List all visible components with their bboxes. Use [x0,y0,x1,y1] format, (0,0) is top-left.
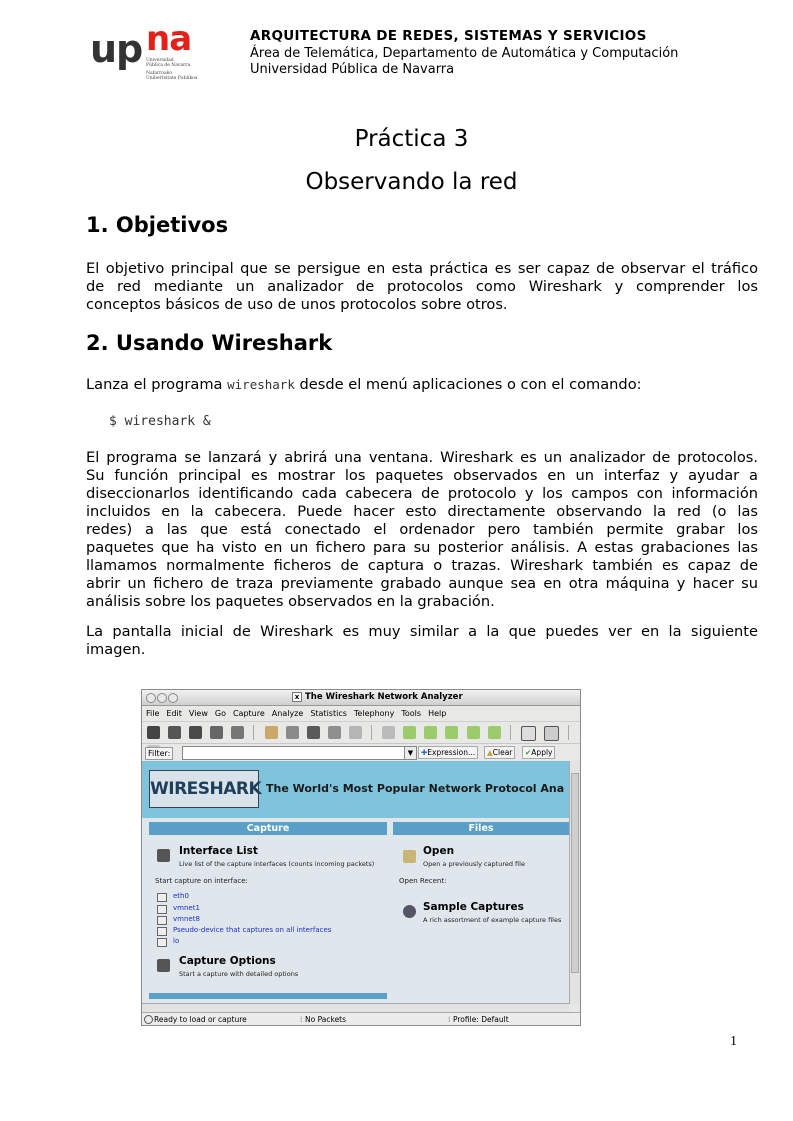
start-icon [189,726,202,739]
interface-icon [157,938,167,947]
toolbar-separator [253,725,254,740]
command-line: $ wireshark & [109,414,211,429]
toolbar-separator [568,725,569,740]
interface-list-desc: Live list of the capture interfaces (counts incoming packets) [179,860,375,868]
logo-small-line: Nafarroako [146,71,173,76]
header-university: Universidad Pública de Navarra [250,62,455,77]
window-titlebar [142,690,580,706]
reload-icon [328,726,341,739]
document-title: Práctica 3 [354,126,469,152]
logo-main-text: up [90,27,143,71]
interface-link: lo [173,937,180,945]
scrollbar-thumb [571,773,579,973]
status-profile: Profile: Default [453,1015,509,1024]
clear-button [484,746,515,759]
paragraph-line: imagen. [86,641,146,658]
paragraph-line: Su función principal es mostrar los paquetes observados en un interfaz y ayudar a [86,467,758,484]
paragraph-line: análisis sobre los paquetes observados en la grabación. [86,593,495,610]
status-ready: Ready to load or capture [154,1015,247,1024]
start-capture-label: Start capture on interface: [155,877,248,885]
capture-panel-header: Capture [149,822,387,835]
university-logo [90,19,210,84]
intro-text: desde el menú aplicaciones o con el comando: [294,376,642,393]
interface-icon [157,893,167,902]
last-packet-icon [488,726,501,739]
paragraph-line: de red mediante un analizador de protocolos como Wireshark y comprender los [86,278,758,295]
menu-tools: Tools [401,709,422,718]
open-folder-icon [403,850,416,863]
interface-link: eth0 [173,892,189,900]
inline-code: wireshark [227,377,295,392]
colorize-icon [521,726,536,741]
filter-button: Filter: [145,747,173,760]
sample-captures-desc: A rich assortment of example capture files [423,916,562,924]
paragraph-line: incluidos en la cabecera. Puede hacer esto directamente observando la red (o las [86,503,758,520]
welcome-page [142,761,569,1004]
paragraph-line: diseccionarlos identificando cada cabecera de protocolo y los campos con información [86,485,758,502]
goto-icon [445,726,458,739]
capture-options-icon [157,959,170,972]
banner-tagline: The World's Most Popular Network Protocol Ana [266,782,565,795]
menu-bar [142,706,580,722]
find-icon [382,726,395,739]
header-department: Área de Telemática, Departamento de Automática y Computación [250,46,679,61]
sample-captures-title: Sample Captures [423,901,524,913]
welcome-banner [142,761,569,818]
checkmark-icon: ✔ [525,748,532,757]
paragraph-line: paquetes que ha visto en un fichero para su posterior análisis. A estas grabaciones las [86,539,758,556]
header-title: ARQUITECTURA DE REDES, SISTEMAS Y SERVICIOS [250,28,647,44]
first-packet-icon [467,726,480,739]
section-heading: 1. Objetivos [86,213,229,237]
menu-analyze: Analyze [271,709,304,718]
interface-link: Pseudo-device that captures on all interfaces [173,926,332,934]
globe-icon [403,905,416,918]
open-folder-icon [265,726,278,739]
back-icon [403,726,416,739]
interface-link: vmnet1 [173,904,200,912]
save-icon [286,726,299,739]
wireshark-logo: WIRESHARK [149,770,259,808]
interface-icon [157,916,167,925]
interface-icon [157,927,167,936]
status-divider: ⁞ [448,1015,451,1024]
description-paragraph [86,449,758,611]
capture-options-desc: Start a capture with detailed options [179,970,299,978]
paragraph-line: El objetivo principal que se persigue en esta práctica es ser capaz de observar el tráfico [86,260,758,277]
paragraph-line: redes) a las que está conectado el ordenador pero también permite grabar los [86,521,758,538]
expression-label: Expression... [427,748,476,757]
interface-link: vmnet8 [173,915,200,923]
status-divider: ⁞ [300,1015,303,1024]
capture-options-title: Capture Options [179,955,276,967]
close-icon [307,726,320,739]
paragraph-line: llamamos normalmente ficheros de captura o trazas. Wireshark también es capaz de [86,557,758,574]
status-indicator-icon [144,1015,153,1024]
menu-go: Go [214,709,226,718]
paragraph-line: conceptos básicos de uso de unos protocolos sobre otros. [86,296,508,313]
filter-input [182,746,406,760]
menu-statistics: Statistics [310,709,347,718]
toolbar-separator [371,725,372,740]
clear-label: Clear [492,748,513,757]
window-controls [146,693,179,703]
status-bar [142,1012,580,1026]
interfaces-icon [147,726,160,739]
main-toolbar [142,722,580,744]
forward-icon [424,726,437,739]
objectives-paragraph [86,260,758,314]
menu-help: Help [428,709,447,718]
paragraph-line: abrir un fichero de traza previamente grabado aunque sea en otra máquina y hacer su [86,575,758,592]
open-title: Open [423,845,455,857]
intro-paragraph [86,376,758,394]
open-desc: Open a previously captured file [423,860,525,868]
interface-list-icon [157,849,170,862]
close-window-icon [146,693,156,703]
vertical-scrollbar [569,761,580,1004]
logo-accent-text: na [146,19,192,59]
capture-help-header [149,993,387,999]
logo-small-line: Unibertsitate Publikoa [146,76,198,81]
interface-list-title: Interface List [179,845,258,857]
wireshark-screenshot [141,689,581,1026]
document-subtitle: Observando la red [305,169,518,195]
logo-small-line: Universidad [146,58,174,63]
expression-button [418,746,478,759]
section-heading: 2. Usando Wireshark [86,331,333,355]
window-title [292,692,463,702]
x-app-icon: x [292,692,302,702]
status-packets: No Packets [305,1015,347,1024]
autoscroll-icon [544,726,559,741]
apply-button [522,746,555,759]
menu-edit: Edit [166,709,182,718]
menu-capture: Capture [232,709,265,718]
logo-small-line: Pública de Navarra [146,63,191,68]
maximize-window-icon [168,693,178,703]
paragraph-line: El programa se lanzará y abrirá una ventana. Wireshark es un analizador de protocolos. [86,449,758,466]
chevron-down-icon: ▼ [404,746,417,760]
plus-icon: ✚ [421,748,428,757]
open-recent-label: Open Recent: [399,877,447,885]
interface-icon [157,905,167,914]
restart-icon [231,726,244,739]
intro-text: Lanza el programa [86,376,228,393]
menu-file: File [146,709,160,718]
paragraph-line: La pantalla inicial de Wireshark es muy similar a la que puedes ver en la siguiente [86,623,758,640]
options-icon [168,726,181,739]
screen-intro-paragraph [86,623,758,659]
menu-telephony: Telephony [353,709,395,718]
stop-icon [210,726,223,739]
page-number: 1 [730,1034,737,1049]
menu-view: View [188,709,208,718]
print-icon [349,726,362,739]
apply-label: Apply [531,748,553,757]
toolbar-separator [510,725,511,740]
broom-icon: ▲ [487,748,493,757]
files-panel-header: Files [393,822,569,835]
window-title-text: The Wireshark Network Analyzer [305,692,463,702]
minimize-window-icon [157,693,167,703]
